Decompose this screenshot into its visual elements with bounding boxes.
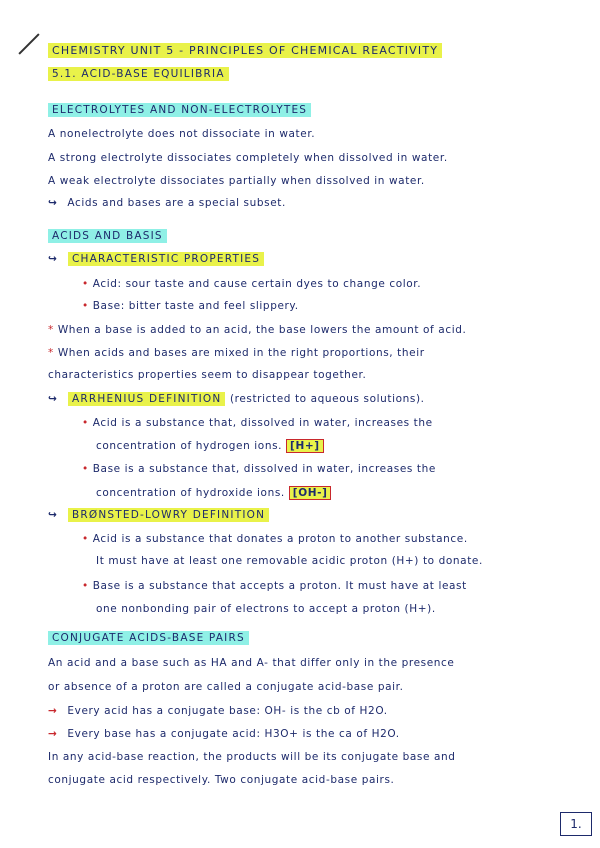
bullet-icon: • xyxy=(82,278,89,290)
conjugate-line-5: In any acid-base reaction, the products will be its conjugate base and xyxy=(48,751,456,763)
conjugate-line-6: conjugate acid respectively. Two conjugate acid-base pairs. xyxy=(48,774,395,786)
bullet-icon: • xyxy=(82,300,89,312)
electrolytes-line-2: A strong electrolyte dissociates completely when dissolved in water. xyxy=(48,152,448,164)
hydroxide-ion-box: [OH-] xyxy=(289,486,332,500)
page-number: 1. xyxy=(560,812,592,836)
asterisk-icon: * xyxy=(48,324,54,336)
bronsted-acid-b: It must have at least one removable acidic proton (H+) to donate. xyxy=(96,555,483,567)
bronsted-acid-a: • Acid is a substance that donates a proton to another substance. xyxy=(82,533,468,545)
arrow-right-icon: → xyxy=(48,728,58,740)
pen-mark xyxy=(18,33,39,54)
conjugate-line-4: → Every base has a conjugate acid: H3O+ is the ca of H2O. xyxy=(48,728,400,740)
electrolytes-line-3: A weak electrolyte dissociates partially when dissolved in water. xyxy=(48,175,425,187)
note-2a: * When acids and bases are mixed in the right proportions, their xyxy=(48,347,425,359)
page-title: CHEMISTRY UNIT 5 - PRINCIPLES OF CHEMICAL REACTIVITY xyxy=(48,44,442,57)
arrow-icon: ↪ xyxy=(48,509,58,521)
bronsted-base-b: one nonbonding pair of electrons to accept a proton (H+). xyxy=(96,603,436,615)
arrow-icon: ↪ xyxy=(48,197,58,209)
conjugate-line-3: → Every acid has a conjugate base: OH- is the cb of H2O. xyxy=(48,705,388,717)
note-1: * When a base is added to an acid, the base lowers the amount of acid. xyxy=(48,324,467,336)
conjugate-line-2: or absence of a proton are called a conjugate acid-base pair. xyxy=(48,681,404,693)
bullet-icon: • xyxy=(82,417,89,429)
heading-bronsted-lowry: ↪ BRØNSTED-LOWRY DEFINITION xyxy=(48,509,269,521)
arrow-icon: ↪ xyxy=(48,253,58,265)
hydrogen-ion-box: [H+] xyxy=(286,439,324,453)
arrow-icon: ↪ xyxy=(48,393,58,405)
heading-arrhenius: ↪ ARRHENIUS DEFINITION (restricted to aqueous solutions). xyxy=(48,393,425,405)
note-2b: characteristics properties seem to disappear together. xyxy=(48,369,367,381)
conjugate-line-1: An acid and a base such as HA and A- that differ only in the presence xyxy=(48,657,455,669)
arrhenius-acid-a: • Acid is a substance that, dissolved in water, increases the xyxy=(82,417,433,429)
bullet-icon: • xyxy=(82,580,89,592)
asterisk-icon: * xyxy=(48,347,54,359)
heading-electrolytes: ELECTROLYTES AND NON-ELECTROLYTES xyxy=(48,104,311,116)
heading-acids-bases: ACIDS AND BASIS xyxy=(48,230,167,242)
bullet-icon: • xyxy=(82,533,89,545)
arrhenius-base-b: concentration of hydroxide ions. [OH-] xyxy=(96,486,331,500)
bullet-icon: • xyxy=(82,463,89,475)
heading-conjugate: CONJUGATE ACIDS-BASE PAIRS xyxy=(48,632,249,644)
acid-property: • Acid: sour taste and cause certain dyes to change color. xyxy=(82,278,422,290)
base-property: • Base: bitter taste and feel slippery. xyxy=(82,300,299,312)
arrhenius-acid-b: concentration of hydrogen ions. [H+] xyxy=(96,439,324,453)
section-subtitle: 5.1. ACID-BASE EQUILIBRIA xyxy=(48,68,229,80)
arrow-right-icon: → xyxy=(48,705,58,717)
arrhenius-base-a: • Base is a substance that, dissolved in water, increases the xyxy=(82,463,436,475)
electrolytes-line-1: A nonelectrolyte does not dissociate in water. xyxy=(48,128,316,140)
heading-characteristic: ↪ CHARACTERISTIC PROPERTIES xyxy=(48,253,264,265)
electrolytes-line-4: ↪ Acids and bases are a special subset. xyxy=(48,197,286,209)
bronsted-base-a: • Base is a substance that accepts a proton. It must have at least xyxy=(82,580,467,592)
